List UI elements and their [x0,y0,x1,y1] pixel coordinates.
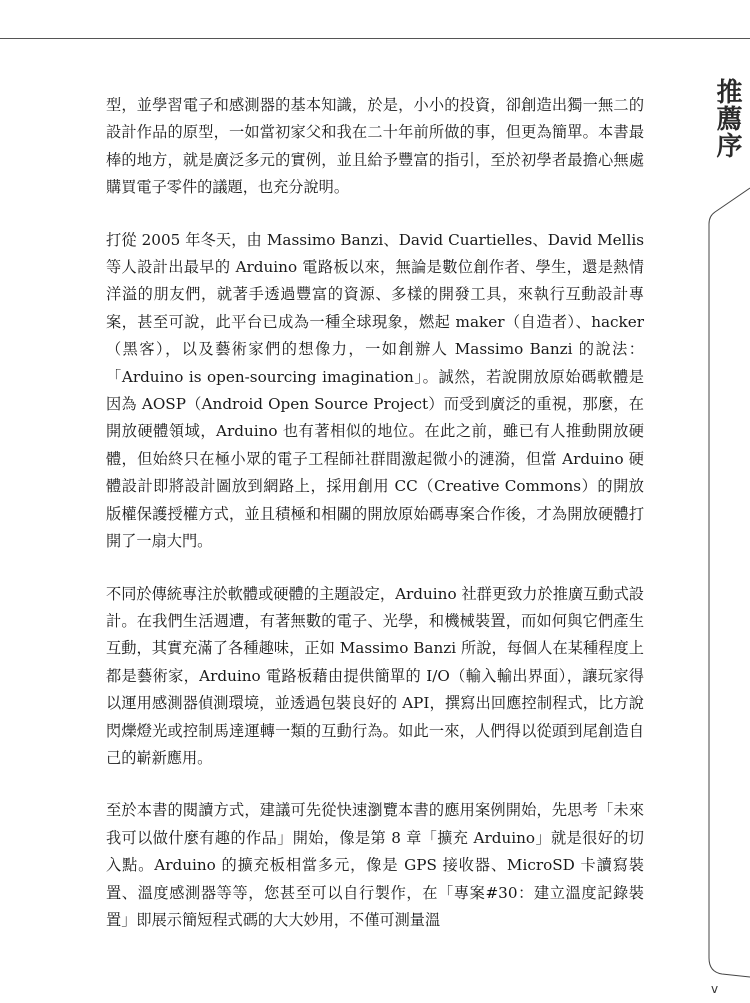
paragraph-3: 不同於傳統專注於軟體或硬體的主題設定，Arduino 社群更致力於推廣互動式設計。在我們生活週遭，有著無數的電子、光學，和機械裝置，而如何與它們產生互動，其實充滿了各種趣味，正如 Massimo Banzi 所說，每個人在某種程度上都是藝術家，Arduino 電路板藉由提供簡單的 I/O（輸入輸出界面），讓玩家得以運用感測器偵測環境，並透過包裝良好的 API，撰寫出回應控制程式，比方說閃爍燈光或控制馬達運轉一類的互動行為。如此一來，人們得以從頭到尾創造自己的嶄新應用。 [106,584,644,767]
paragraph-1: 型，並學習電子和感測器的基本知識，於是，小小的投資，卻創造出獨一無二的設計作品的原型，一如當初家父和我在二十年前所做的事，但更為簡單。本書最棒的地方，就是廣泛多元的實例，並且給予豐富的指引，至於初學者最擔心無處購買電子零件的議題，也充分說明。 [106,96,644,197]
section-tab-label: 推薦序 [712,78,742,159]
paragraph-4: 至於本書的閱讀方式，建議可先從快速瀏覽本書的應用案例開始，先思考「未來我可以做什麼有趣的作品」開始，像是第 8 章「擴充 Arduino」就是很好的切入點。Arduino 的擴充板相當多元，像是 GPS 接收器、MicroSD 卡讀寫裝置、溫度感測器等等，您甚至可以自行製作，在「專案#30：建立溫度記錄裝置」即展示簡短程式碼的大大妙用，不僅可測量溫 [106,801,644,929]
paragraph-2: 打從 2005 年冬天，由 Massimo Banzi、David Cuartielles、David Mellis 等人設計出最早的 Arduino 電路板以來，無論是數位創作者、學生，還是熱情洋溢的朋友們，就著手透過豐富的資源、多樣的開發工具，來執行互動設計專案，甚至可說，此平台已成為一種全球現象，燃起 maker（自造者）、hacker（黑客），以及藝術家們的想像力，一如創辦人 Massimo Banzi 的說法：「Arduino is open-sourcing imagination」。誠然，若說開放原始碼軟體是因為 AOSP（Android Open Source Project）而受到廣泛的重視，那麼，在開放硬體領域，Arduino 也有著相似的地位。在此之前，雖已有人推動開放硬體，但始終只在極小眾的電子工程師社群間激起微小的漣漪，但當 Arduino 硬體設計即將設計圖放到網路上，採用創用 CC（Creative Commons）的開放版權保護授權方式，並且積極和相關的開放原始碼專案合作後，才為開放硬體打開了一扇大門。 [106,230,644,551]
body-text [106,92,644,959]
page-number: v [711,982,719,996]
